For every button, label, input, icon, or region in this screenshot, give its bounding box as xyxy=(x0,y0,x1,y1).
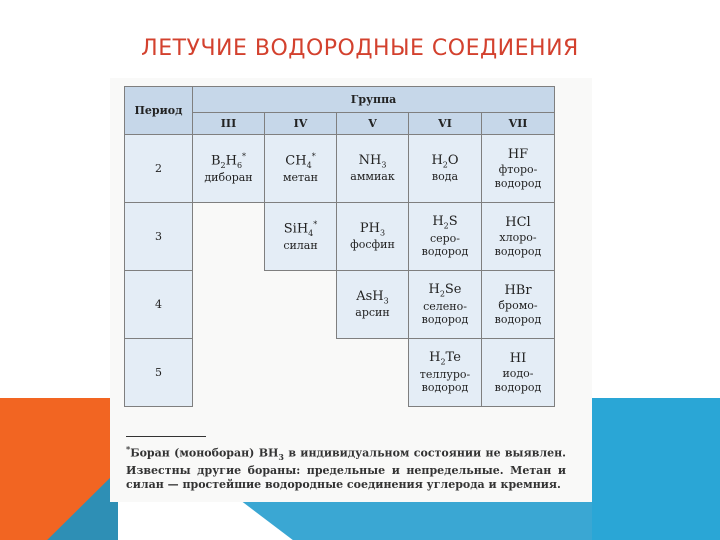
formula: $H_2O$ xyxy=(431,152,459,170)
empty-cell xyxy=(337,339,409,407)
empty-cell xyxy=(193,339,265,407)
compound-name: аммиак xyxy=(350,170,395,184)
formula: $CH_4^*$ xyxy=(285,152,316,171)
compound-name: водород xyxy=(494,176,542,190)
cell-hydrogen-bromide xyxy=(482,271,555,339)
compound-name: водород xyxy=(421,245,469,259)
compound-name: силан xyxy=(283,239,318,253)
formula: AsH$_3$ xyxy=(356,288,389,306)
period-3-label: 3 xyxy=(125,203,193,271)
compound-name: бромо- xyxy=(498,298,538,312)
compound-name: водород xyxy=(494,312,542,326)
formula: $B_2H_6^*$ xyxy=(210,152,247,171)
cell-phosphine xyxy=(337,203,409,271)
cell-diborane xyxy=(193,135,265,203)
textbook-scan xyxy=(110,78,592,502)
cell-hydrogen-sulfide xyxy=(409,203,482,271)
formula: HBr xyxy=(504,282,532,298)
compound-name: иодо- xyxy=(502,366,534,380)
empty-cell xyxy=(193,203,265,271)
period-2-label: 2 xyxy=(125,135,193,203)
blue-corner-decoration xyxy=(592,398,720,540)
hydrogen-compounds-table xyxy=(124,86,555,407)
formula: SiH$_4$* xyxy=(283,220,318,239)
compound-name: серо- xyxy=(429,231,461,245)
compound-name: водород xyxy=(494,244,542,258)
compound-name: водород xyxy=(494,380,542,394)
period-5-label: 5 xyxy=(125,339,193,407)
compound-name: селено- xyxy=(423,299,467,313)
formula: HI xyxy=(509,350,527,366)
cell-silane xyxy=(265,203,337,271)
empty-cell xyxy=(265,271,337,339)
compound-name: фторо- xyxy=(498,162,538,176)
formula: $NH_3$ xyxy=(358,152,387,170)
formula: $H_2Te$ xyxy=(429,349,461,367)
formula: $H_2S$ xyxy=(432,213,458,231)
group-vii-header: VII xyxy=(482,113,555,135)
formula: $H_2Se$ xyxy=(428,281,462,299)
compound-name: вода xyxy=(431,170,459,184)
empty-cell xyxy=(265,339,337,407)
slide-title: ЛЕТУЧИЕ ВОДОРОДНЫЕ СОЕДИЕНИЯ xyxy=(141,36,579,61)
compound-name: водород xyxy=(421,381,469,395)
formula: $PH_3$ xyxy=(359,220,386,238)
compound-name: водород xyxy=(421,313,469,327)
cell-water xyxy=(409,135,482,203)
group-vi-header: VI xyxy=(409,113,482,135)
period-4-label: 4 xyxy=(125,271,193,339)
compound-name: фосфин xyxy=(350,238,395,252)
group-iv-header: IV xyxy=(265,113,337,135)
cell-methane xyxy=(265,135,337,203)
period-header: Период xyxy=(125,87,193,135)
group-iii-header: III xyxy=(193,113,265,135)
compound-name: диборан xyxy=(204,171,253,185)
cell-arsine xyxy=(337,271,409,339)
footnote: *Боран (моноборан) $BH_3$ в индивидуальном состоянии не выявлен. Известны другие бораны: предельные и непредельные. Метан и силан — простейшие водородные соединения углерода и кремния. xyxy=(126,444,566,491)
compound-name: арсин xyxy=(355,306,390,320)
footnote-divider xyxy=(126,436,206,437)
cell-hydrogen-telluride xyxy=(409,339,482,407)
cell-hydrogen-iodide xyxy=(482,339,555,407)
formula: HCl xyxy=(505,214,531,230)
group-header: Группа xyxy=(193,87,555,113)
cell-hydrogen-fluoride xyxy=(482,135,555,203)
compound-name: метан xyxy=(282,171,319,185)
compound-name: теллуро- xyxy=(419,367,471,381)
teal-bottom-decoration xyxy=(240,500,592,540)
group-v-header: V xyxy=(337,113,409,135)
empty-cell xyxy=(193,271,265,339)
compound-name: хлоро- xyxy=(499,230,537,244)
cell-ammonia xyxy=(337,135,409,203)
cell-hydrogen-selenide xyxy=(409,271,482,339)
formula: HF xyxy=(507,146,529,162)
cell-hydrogen-chloride xyxy=(482,203,555,271)
